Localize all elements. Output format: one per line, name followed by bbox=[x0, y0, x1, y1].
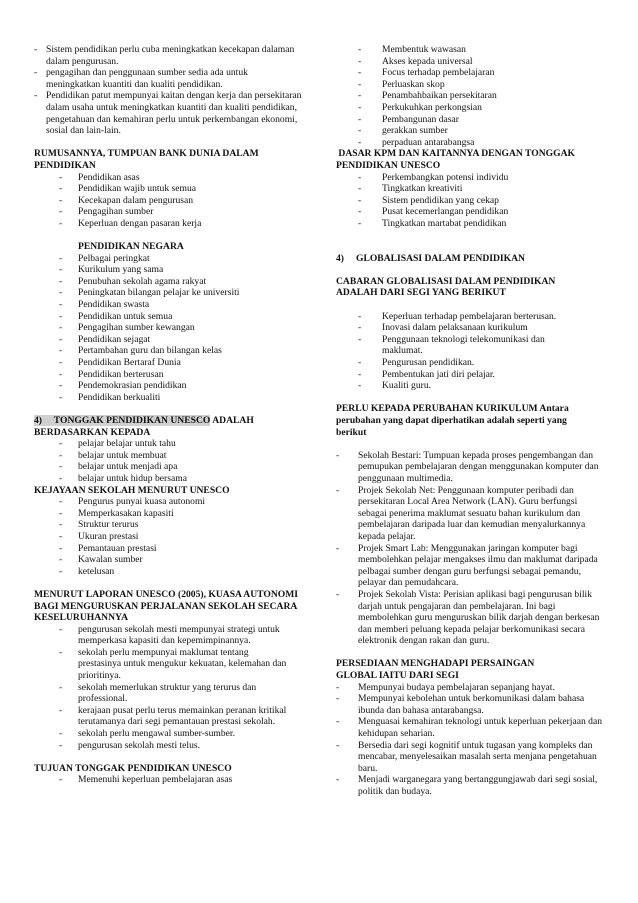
list-item: - Pendidikan patut mempunyai kaitan dengan kerja dan persekitaran dalam usaha untuk meningkatkan kuantiti dan kualiti pendidikan, pengetahuan dan kemahiran perlu untuk perkembangan ekonomi, sosial dan lain-lain. bbox=[34, 90, 302, 137]
list-item: - Pendidikan swasta bbox=[59, 299, 150, 311]
list-item: - ketelusan bbox=[59, 565, 115, 577]
list-item: - pengurusan sekolah mesti mempunyai strategi untuk memperkasa kapasiti dan kepemimpinannya. bbox=[59, 623, 280, 647]
tonggak-heading-line2: BERDASARKAN KEPADA bbox=[34, 426, 151, 438]
tujuan-heading: TUJUAN TONGGAK PENDIDIKAN UNESCO bbox=[34, 762, 232, 774]
intro-list bbox=[34, 44, 304, 137]
list-item: - Pendidikan berterusan bbox=[59, 368, 164, 380]
tonggak-list bbox=[34, 438, 304, 484]
list-item: - Pengurus punyai kuasa autonomi bbox=[59, 496, 206, 508]
list-item: - Pelbagai peringkat bbox=[59, 252, 150, 264]
list-item: - Sistem pendidikan yang cekap bbox=[358, 194, 499, 206]
list-item: - Bersedia dari segi kognitif untuk tugasan yang kompleks dan mencabar, menyelesaikan masalah serta menjana pengetahuan baru. bbox=[336, 739, 597, 774]
list-item: - Pertambahan guru dan bilangan kelas bbox=[59, 345, 222, 357]
world-bank-list bbox=[34, 172, 304, 230]
left-column bbox=[34, 44, 304, 786]
persediaan-list bbox=[336, 682, 606, 798]
list-item: - Pembentukan jati diri pelajar. bbox=[358, 368, 495, 380]
list-item: - Pengagihan sumber kewangan bbox=[59, 322, 195, 334]
list-item: - belajar untuk membuat bbox=[59, 449, 167, 461]
list-item: - Ukuran prestasi bbox=[59, 530, 139, 542]
list-item: - Kurikulum yang sama bbox=[59, 264, 164, 276]
kurikulum-list bbox=[336, 450, 606, 647]
list-item: - Perkukuhkan perkongsian bbox=[358, 101, 482, 113]
laporan-list bbox=[34, 624, 304, 752]
tujuan-list bbox=[34, 774, 304, 786]
list-item: - Mempunyai kebolehan untuk berkomunikasi dalam bahasa ibunda dan bahasa antarabangsa. bbox=[336, 693, 585, 716]
list-item: - Penubuhan sekolah agama rakyat bbox=[59, 275, 207, 287]
list-item: - Kecekapan dalam pengurusan bbox=[59, 194, 194, 206]
list-item: - Kualiti guru. bbox=[358, 380, 432, 392]
list-item: - Perkembangkan potensi individu bbox=[358, 171, 509, 183]
list-item: - Tingkatkan martabat pendidikan bbox=[358, 217, 507, 229]
list-item: - pelajar belajar untuk tahu bbox=[59, 438, 176, 450]
list-item: - Peningkatan bilangan pelajar ke universiti bbox=[59, 287, 240, 299]
list-item: - Menjadi warganegara yang bertanggungjawab dari segi sosial, politik dan budaya. bbox=[336, 774, 598, 797]
list-item: - Sistem pendidikan perlu cuba meningkatkan kecekapan dalaman dalam pengurusan. bbox=[34, 44, 295, 67]
list-item: - Memperkasakan kapasiti bbox=[59, 507, 174, 519]
list-item: - Sekolah Bestari: Tumpuan kepada proses pengembangan dan pemupukan pembelajaran dengan menggunakan komputer dan penggunaan multimedia. bbox=[336, 449, 599, 484]
tujuan-continued-list bbox=[336, 44, 606, 148]
tonggak-heading bbox=[34, 415, 304, 427]
list-item: - Keperluan dengan pasaran kerja bbox=[59, 217, 202, 229]
list-item: - Kawalan sumber bbox=[59, 554, 143, 566]
right-column bbox=[336, 44, 606, 798]
list-item: - Penambahbaikan persekitaran bbox=[358, 90, 497, 102]
negara-heading: PENDIDIKAN NEGARA bbox=[78, 241, 184, 253]
list-item: - pengurusan sekolah mesti telus. bbox=[59, 739, 201, 751]
kpm-list bbox=[336, 172, 606, 230]
list-item: - Projek Sekolah Vista: Perisian aplikasi bagi pengurusan bilik darjah untuk pengajaran dan pembelajaran. Ini bagi membolehkan guru menguruskan bilik darjah dengan berkesan dan memberi peluang kepada pelajar berkomunikasi secara elektronik dengan rakan dan guru. bbox=[336, 588, 600, 647]
persediaan-heading: PERSEDIAAN MENGHADAPI PERSAINGAN GLOBAL IAITU DARI SEGI bbox=[336, 658, 535, 682]
list-item: - Projek Smart Lab: Menggunakan jaringan komputer bagi membolehkan pelajar mengakses ilmu dan maklumat daripada pelbagai sumber dengan guru berfungsi sebagai pemandu, pelayar dan pemudahcara. bbox=[336, 542, 598, 589]
list-item: - pengagihan dan penggunaan sumber sedia ada untuk meningkatkan kuantiti dan kualiti pendidikan. bbox=[34, 67, 248, 90]
list-item: - Mempunyai budaya pembelajaran sepanjang hayat. bbox=[336, 681, 555, 693]
list-item: - Pembangunan dasar bbox=[358, 113, 459, 125]
list-item: - Pengurusan pendidikan. bbox=[358, 357, 475, 369]
list-item: - Penggunaan teknologi telekomunikasi dan maklumat. bbox=[358, 333, 545, 357]
list-item: - kerajaan pusat perlu terus memainkan peranan kritikal terutamanya dari segi pemantauan prestasi sekolah. bbox=[59, 704, 287, 728]
list-item: - Pendidikan untuk semua bbox=[59, 310, 173, 322]
list-item: - Focus terhadap pembelajaran bbox=[358, 67, 495, 79]
list-item: - Pendidikan berkualiti bbox=[59, 391, 161, 403]
tonggak-heading-rest: ADALAH bbox=[210, 415, 254, 426]
cabaran-list bbox=[336, 311, 606, 392]
list-item: - Pengagihan sumber bbox=[59, 206, 154, 218]
list-item: - sekolah perlu mempunyai maklumat tentang prestasinya untuk mengukur kekuatan, kelemahan dan prioritinya. bbox=[59, 646, 287, 682]
list-item: - Pendidikan asas bbox=[59, 171, 140, 183]
list-item: - sekolah memerlukan struktur yang terurus dan professional. bbox=[59, 681, 257, 705]
world-bank-heading: RUMUSANNYA, TUMPUAN BANK DUNIA DALAM PENDIDIKAN bbox=[34, 148, 259, 171]
list-item: - belajar untuk hidup bersama bbox=[59, 472, 187, 484]
list-item: - belajar untuk menjadi apa bbox=[59, 461, 178, 473]
kejayaan-list bbox=[34, 496, 304, 577]
list-item: - Tingkatkan kreativiti bbox=[358, 183, 463, 195]
kurikulum-heading: PERLU KEPADA PERUBAHAN KURIKULUM Antara perubahan yang dapat diperhatikan adalah seperti yang berikut bbox=[336, 403, 569, 438]
list-item: - Struktur terurus bbox=[59, 519, 139, 531]
list-item: - Menguasai kemahiran teknologi untuk keperluan pekerjaan dan kehidupan seharian. bbox=[336, 716, 603, 740]
list-item: - Membentuk wawasan bbox=[358, 44, 466, 55]
list-item: - Pendidikan Bertaraf Dunia bbox=[59, 357, 181, 369]
list-item: - Inovasi dalam pelaksanaan kurikulum bbox=[358, 322, 528, 334]
list-item: - Pusat kecemerlangan pendidikan bbox=[358, 206, 509, 218]
list-item: - Memenuhi keperluan pembelajaran asas bbox=[59, 774, 233, 786]
list-item: - Pendidikan wajib untuk semua bbox=[59, 183, 197, 195]
tonggak-heading-highlight: 4) TONGGAK PENDIDIKAN UNESCO bbox=[34, 415, 211, 426]
list-item: - Pendidikan sejagat bbox=[59, 333, 151, 345]
globalisasi-heading: 4) GLOBALISASI DALAM PENDIDIKAN bbox=[336, 252, 525, 264]
list-item: - sekolah perlu mengawal sumber-sumber. bbox=[59, 728, 235, 740]
laporan-heading: MENURUT LAPORAN UNESCO (2005), KUASA AUTONOMI BAGI MENGURUSKAN PERJALANAN SEKOLAH SECARA KESELURUHANNYA bbox=[34, 588, 299, 624]
negara-list bbox=[34, 253, 304, 404]
list-item: - Pendemokrasian pendidikan bbox=[59, 380, 187, 392]
list-item: - gerakkan sumber bbox=[358, 125, 448, 137]
kejayaan-heading: KEJAYAAN SEKOLAH MENURUT UNESCO bbox=[34, 484, 230, 496]
list-item: - Keperluan terhadap pembelajaran berterusan. bbox=[358, 310, 557, 322]
cabaran-heading: CABARAN GLOBALISASI DALAM PENDIDIKAN ADALAH DARI SEGI YANG BERIKUT bbox=[336, 275, 556, 299]
list-item: - Perluaskan skop bbox=[358, 78, 445, 90]
list-item: - Projek Sekolah Net: Penggunaan komputer peribadi dan persekitaran Local Area Network (LAN). Guru berfungsi sebagai penerima maklumat sesuatu bahan kurikulum dan pembelajaran daripada luar dan kemudian menyalurkannya kepada pelajar. bbox=[336, 484, 586, 542]
kpm-heading: DASAR KPM DAN KAITANNYA DENGAN TONGGAK PENDIDIKAN UNESCO bbox=[336, 148, 578, 171]
list-item: - Akses kepada universal bbox=[358, 55, 473, 67]
list-item: - perpaduan antarabangsa bbox=[358, 136, 475, 148]
list-item: - Pemantauan prestasi bbox=[59, 542, 157, 554]
